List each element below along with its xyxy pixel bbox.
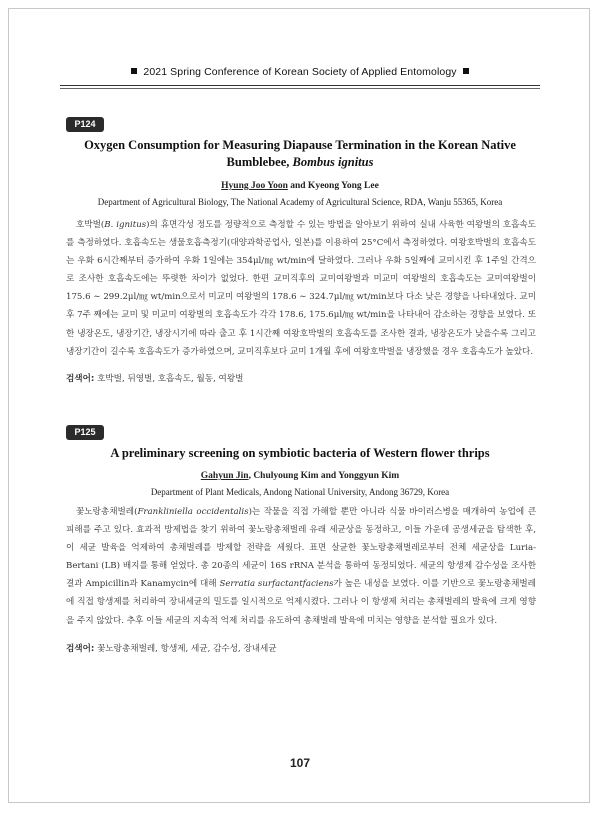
- body-italic: Frankliniella occidentalis: [137, 507, 249, 517]
- author-list: [62, 181, 538, 191]
- affiliation: Department of Plant Medicals, Andong National University, Andong 36729, Korea: [150, 487, 450, 497]
- keywords: [66, 642, 536, 656]
- body-italic: B. ignitus: [104, 220, 147, 230]
- co-authors: and Kyeong Yong Lee: [287, 181, 379, 191]
- abstract-id-badge: P124: [66, 117, 104, 132]
- author-list: [62, 471, 538, 481]
- abstract-id-badge: P125: [66, 425, 104, 440]
- keywords-text: 꽃노랑총채벌레, 항생제, 세균, 감수성, 장내세균: [94, 644, 277, 654]
- square-bullet-icon: [463, 68, 469, 74]
- square-bullet-icon: [131, 68, 137, 74]
- running-header: [60, 66, 540, 78]
- affiliation: Department of Agricultural Biology, The National Academy of Agricultural Science, RDA, Wanju 55365, Korea: [97, 197, 503, 207]
- body-text: )의 휴면각성 정도를 정량적으로 측정할 수 있는 방법을 알아보기 위하여 실내 사육한 여왕벌의 호흡속도를 측정하였다. 호흡속도는 생물호흡측정기(대양과학공업사, 일본)를 이용하여 25°C에서 측정하였다. 여왕호박벌의 호흡속도는 우화 6시간째부터 증가하여 우화 1일에는 354μl/㎎ wt/min에 달하였다. 그러나 우화 5일째에 교미시킨 후 1주일 간격으로 조사한 호흡속도에는 뚜렷한 차이가 없었다. 한편 교미직후의 교미여왕벌과 미교미 여왕벌의 호흡속도는 교미여왕벌이 175.6 ∼ 299.2μl/㎎ wt/min으로서 미교미 여왕벌의 178.6 ∼ 324.7μl/㎎ wt/min보다 다소 낮은 경향을 나타내었다. 교미 후 7주 째에는 교미 및 미교미 여왕벌의 호흡속도가 각각 178.6, 175.6μl/㎎ wt/min을 나타내어 감소하는 경향을 보였다. 또한 냉장온도, 냉장기간, 냉장시기에 따라 출고 후 1시간째 여왕호박벌의 호흡속도를 조사한 결과, 냉장온도가 낮을수록 그리고 냉장기간이 길수록 호흡속도가 증가하였으며, 교미직후보다 교미 1개월 후에 여왕호박벌을 냉장했을 경우 호흡속도가 높았다.: [66, 220, 536, 357]
- body-text: 꽃노랑총채벌레(: [76, 507, 138, 517]
- abstract-title-line: A preliminary screening on symbiotic bacteria of Western flower thrips: [110, 446, 490, 460]
- abstract-title-species: Bombus ignitus: [292, 155, 374, 169]
- keywords: [66, 372, 536, 386]
- page-number: 107: [289, 756, 311, 770]
- presenting-author: Hyung Joo Yoon: [221, 181, 288, 191]
- abstract-title-line: [62, 154, 538, 171]
- abstract-title-line: Oxygen Consumption for Measuring Diapause Termination in the Korean Native: [84, 138, 516, 152]
- abstract-title: [62, 137, 538, 171]
- header-rule-thin: [60, 88, 540, 89]
- body-text: )는 작물을 직접 가해할 뿐만 아니라 식물 바이러스병을 매개하여 농업에 큰 피해를 주고 있다. 효과적 방제법을 찾기 위하여 꽃노랑총채벌레 유래 세균상을 동정하고, 이들 가운데 공생세균을 탐색한 후, 이 세균 발육을 억제하여 총채벌레를 방제할 전략을 세웠다. 표면 살균한 꽃노랑총채벌레로부터 전체 세균상을 Luria-Bertani (LB) 배지를 통해 얻었다. 총 20종의 세균이 16S rRNA 분석을 통하여 동정되었다. 세균의 항생제 감수성을 조사한 결과 Ampicillin과 Kanamycin에 대해: [66, 507, 537, 590]
- keywords-text: 호박벌, 뒤영벌, 호흡속도, 월동, 여왕벌: [94, 374, 244, 384]
- running-header-text: 2021 Spring Conference of Korean Society of Applied Entomology: [143, 66, 457, 78]
- body-italic: Serratia surfactantfaciens: [219, 579, 334, 590]
- abstract-title-text: Bumblebee,: [226, 155, 293, 169]
- abstract-title: [62, 445, 538, 462]
- presenting-author: Gahyun Jin: [200, 471, 249, 481]
- co-authors: , Chulyoung Kim and Yonggyun Kim: [248, 471, 400, 481]
- keywords-label: 검색어:: [66, 374, 95, 384]
- abstract-body: [66, 503, 536, 630]
- header-rule: [60, 85, 540, 86]
- abstract-body: [66, 216, 536, 361]
- keywords-label: 검색어:: [66, 644, 95, 654]
- body-text: 가 높은 내성을 보였다. 이를 기반으로 꽃노랑총채벌레에 직접 항생제를 처리하여 장내세균의 밀도를 일시적으로 억제시켰다. 그러나 이 항생제 처리는 총채벌레의 발육에 크게 영향을 주지 않았다. 추후 이들 세균의 지속적 억제 처리를 유도하여 총채벌레 발육에 미치는 영향을 분석할 필요가 있다.: [66, 579, 536, 626]
- body-text: 호박벌(: [76, 220, 105, 230]
